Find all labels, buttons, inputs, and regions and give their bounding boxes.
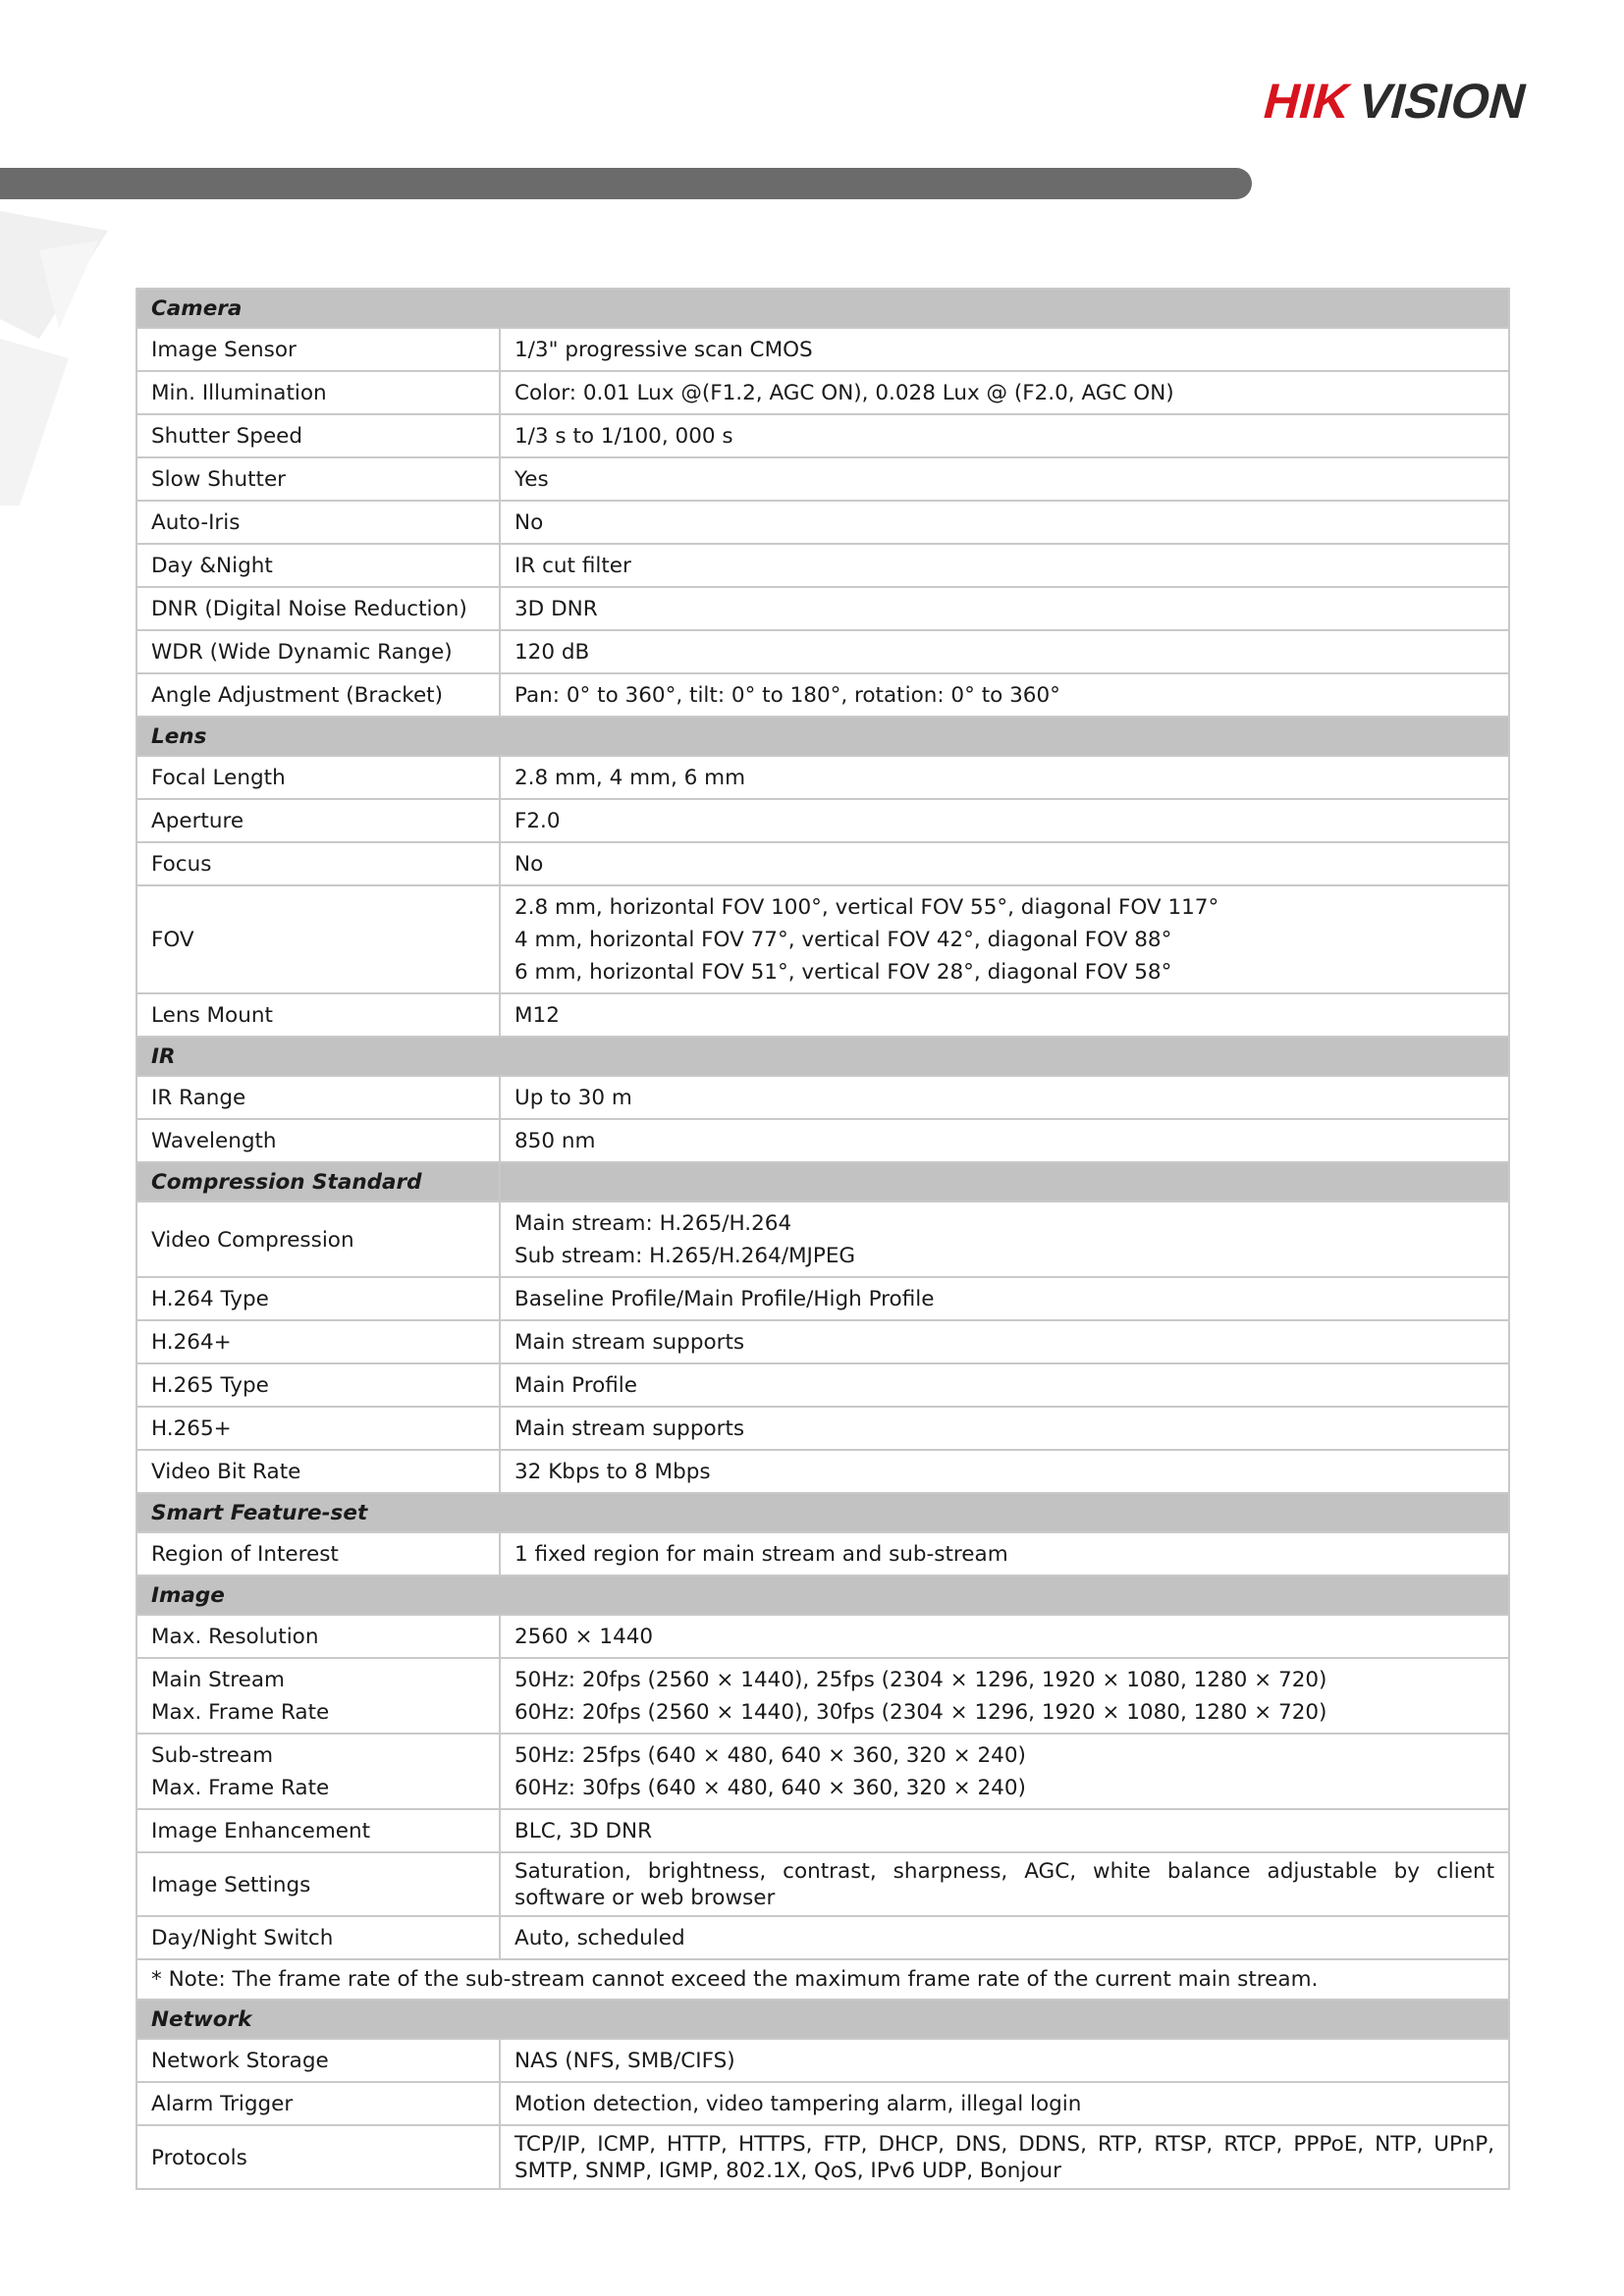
spec-label: Network Storage xyxy=(136,2039,500,2082)
spec-label: Wavelength xyxy=(136,1119,500,1162)
section-title: Camera xyxy=(136,289,1509,328)
spec-row xyxy=(136,1809,1509,1852)
spec-value: 3D DNR xyxy=(500,587,1509,630)
section-network xyxy=(136,2000,1509,2039)
note-row xyxy=(136,1959,1509,2000)
section-title: Smart Feature-set xyxy=(136,1493,1509,1532)
spec-value: BLC, 3D DNR xyxy=(500,1809,1509,1852)
spec-value: Up to 30 m xyxy=(500,1076,1509,1119)
header-bar xyxy=(0,168,1252,199)
watermark-graphic xyxy=(0,211,118,525)
spec-row xyxy=(136,630,1509,673)
spec-row xyxy=(136,1532,1509,1575)
spec-label: Angle Adjustment (Bracket) xyxy=(136,673,500,717)
spec-row xyxy=(136,1119,1509,1162)
spec-row xyxy=(136,1363,1509,1407)
spec-label: IR Range xyxy=(136,1076,500,1119)
section-smart-feature xyxy=(136,1493,1509,1532)
spec-label: Aperture xyxy=(136,799,500,842)
spec-label: H.264+ xyxy=(136,1320,500,1363)
spec-value xyxy=(500,1734,1509,1809)
compression-line: Sub stream: H.265/H.264/MJPEG xyxy=(514,1244,856,1268)
spec-label: WDR (Wide Dynamic Range) xyxy=(136,630,500,673)
spec-row xyxy=(136,587,1509,630)
section-title: Compression Standard xyxy=(136,1162,500,1201)
spec-value: F2.0 xyxy=(500,799,1509,842)
spec-row-fov xyxy=(136,885,1509,993)
section-title: IR xyxy=(136,1037,1509,1076)
logo-vision-text: VISION xyxy=(1352,73,1533,129)
spec-value: 850 nm xyxy=(500,1119,1509,1162)
spec-row xyxy=(136,1407,1509,1450)
spec-label: Auto-Iris xyxy=(136,501,500,544)
fov-line: 4 mm, horizontal FOV 77°, vertical FOV 42°, diagonal FOV 88° xyxy=(514,928,1172,952)
spec-value: Baseline Profile/Main Profile/High Profile xyxy=(500,1277,1509,1320)
spec-value: Color: 0.01 Lux @(F1.2, AGC ON), 0.028 Lux @ (F2.0, AGC ON) xyxy=(500,371,1509,414)
spec-label: H.265+ xyxy=(136,1407,500,1450)
spec-label: Image Sensor xyxy=(136,328,500,371)
spec-value: Auto, scheduled xyxy=(500,1916,1509,1959)
spec-row xyxy=(136,371,1509,414)
spec-value: Main Profile xyxy=(500,1363,1509,1407)
spec-label: Slow Shutter xyxy=(136,457,500,501)
section-compression xyxy=(136,1162,1509,1201)
section-image xyxy=(136,1575,1509,1615)
label-line: Sub-stream xyxy=(151,1743,274,1768)
fov-line: 6 mm, horizontal FOV 51°, vertical FOV 28°, diagonal FOV 58° xyxy=(514,960,1172,985)
spec-row xyxy=(136,1916,1509,1959)
spec-row xyxy=(136,756,1509,799)
spec-row xyxy=(136,1076,1509,1119)
section-ir xyxy=(136,1037,1509,1076)
compression-line: Main stream: H.265/H.264 xyxy=(514,1211,792,1236)
spec-row-video-compression xyxy=(136,1201,1509,1277)
spec-label: H.264 Type xyxy=(136,1277,500,1320)
logo-hik-text: HIK xyxy=(1258,73,1357,129)
spec-row xyxy=(136,1450,1509,1493)
section-title: Image xyxy=(136,1575,1509,1615)
spec-value: No xyxy=(500,501,1509,544)
spec-label: Image Enhancement xyxy=(136,1809,500,1852)
spec-label: Video Compression xyxy=(136,1201,500,1277)
spec-value: Pan: 0° to 360°, tilt: 0° to 180°, rotation: 0° to 360° xyxy=(500,673,1509,717)
spec-row xyxy=(136,544,1509,587)
spec-value: No xyxy=(500,842,1509,885)
spec-value: 1 fixed region for main stream and sub-stream xyxy=(500,1532,1509,1575)
spec-label: Image Settings xyxy=(136,1852,500,1916)
spec-label: H.265 Type xyxy=(136,1363,500,1407)
spec-row xyxy=(136,414,1509,457)
spec-label: FOV xyxy=(136,885,500,993)
frame-rate-note: * Note: The frame rate of the sub-stream cannot exceed the maximum frame rate of the current main stream. xyxy=(136,1959,1509,2000)
spec-label xyxy=(136,1734,500,1809)
section-blank-cell xyxy=(500,1162,1509,1201)
spec-row xyxy=(136,2082,1509,2125)
spec-value: 1/3 s to 1/100, 000 s xyxy=(500,414,1509,457)
value-line: 60Hz: 20fps (2560 × 1440), 30fps (2304 × 1296, 1920 × 1080, 1280 × 720) xyxy=(514,1700,1327,1725)
spec-table xyxy=(135,288,1510,2190)
spec-value: 2560 × 1440 xyxy=(500,1615,1509,1658)
spec-value: Motion detection, video tampering alarm, illegal login xyxy=(500,2082,1509,2125)
spec-value: 120 dB xyxy=(500,630,1509,673)
spec-row xyxy=(136,1320,1509,1363)
fov-line: 2.8 mm, horizontal FOV 100°, vertical FOV 55°, diagonal FOV 117° xyxy=(514,895,1219,920)
value-line: 60Hz: 30fps (640 × 480, 640 × 360, 320 × 240) xyxy=(514,1776,1026,1800)
spec-value: TCP/IP, ICMP, HTTP, HTTPS, FTP, DHCP, DNS, DDNS, RTP, RTSP, RTCP, PPPoE, NTP, UPnP, SMTP, SNMP, IGMP, 802.1X, QoS, IPv6 UDP, Bonjour xyxy=(500,2125,1509,2189)
spec-value: IR cut filter xyxy=(500,544,1509,587)
spec-value: Yes xyxy=(500,457,1509,501)
spec-row xyxy=(136,842,1509,885)
spec-row xyxy=(136,457,1509,501)
spec-value: 2.8 mm, 4 mm, 6 mm xyxy=(500,756,1509,799)
value-line: 50Hz: 25fps (640 × 480, 640 × 360, 320 × 240) xyxy=(514,1743,1026,1768)
spec-label: Shutter Speed xyxy=(136,414,500,457)
spec-value: Main stream supports xyxy=(500,1320,1509,1363)
spec-row xyxy=(136,328,1509,371)
section-title: Network xyxy=(136,2000,1509,2039)
value-line: 50Hz: 20fps (2560 × 1440), 25fps (2304 × 1296, 1920 × 1080, 1280 × 720) xyxy=(514,1668,1327,1692)
spec-label: Protocols xyxy=(136,2125,500,2189)
section-lens xyxy=(136,717,1509,756)
spec-value xyxy=(500,1201,1509,1277)
spec-value: Saturation, brightness, contrast, sharpness, AGC, white balance adjustable by client software or web browser xyxy=(500,1852,1509,1916)
logo-wordmark xyxy=(1245,71,1559,130)
spec-label: Lens Mount xyxy=(136,993,500,1037)
spec-label: Day &Night xyxy=(136,544,500,587)
spec-value xyxy=(500,885,1509,993)
spec-label: Max. Resolution xyxy=(136,1615,500,1658)
spec-label: Focal Length xyxy=(136,756,500,799)
label-line: Max. Frame Rate xyxy=(151,1700,330,1725)
label-line: Max. Frame Rate xyxy=(151,1776,330,1800)
spec-label xyxy=(136,1658,500,1734)
spec-row xyxy=(136,2039,1509,2082)
spec-value: M12 xyxy=(500,993,1509,1037)
spec-row xyxy=(136,1615,1509,1658)
spec-value: Main stream supports xyxy=(500,1407,1509,1450)
spec-value: 32 Kbps to 8 Mbps xyxy=(500,1450,1509,1493)
spec-row xyxy=(136,799,1509,842)
spec-row-sub-stream xyxy=(136,1734,1509,1809)
label-line: Main Stream xyxy=(151,1668,285,1692)
spec-label: Focus xyxy=(136,842,500,885)
section-title: Lens xyxy=(136,717,1509,756)
spec-label: Region of Interest xyxy=(136,1532,500,1575)
spec-value: 1/3" progressive scan CMOS xyxy=(500,328,1509,371)
section-camera xyxy=(136,289,1509,328)
spec-label: Alarm Trigger xyxy=(136,2082,500,2125)
spec-label: Video Bit Rate xyxy=(136,1450,500,1493)
spec-row xyxy=(136,2125,1509,2189)
spec-label: DNR (Digital Noise Reduction) xyxy=(136,587,500,630)
spec-row xyxy=(136,501,1509,544)
hikvision-logo xyxy=(1245,71,1559,130)
spec-label: Min. Illumination xyxy=(136,371,500,414)
spec-row xyxy=(136,1852,1509,1916)
spec-value: NAS (NFS, SMB/CIFS) xyxy=(500,2039,1509,2082)
spec-row xyxy=(136,993,1509,1037)
spec-row-main-stream xyxy=(136,1658,1509,1734)
spec-row xyxy=(136,673,1509,717)
spec-row xyxy=(136,1277,1509,1320)
spec-value xyxy=(500,1658,1509,1734)
spec-label: Day/Night Switch xyxy=(136,1916,500,1959)
